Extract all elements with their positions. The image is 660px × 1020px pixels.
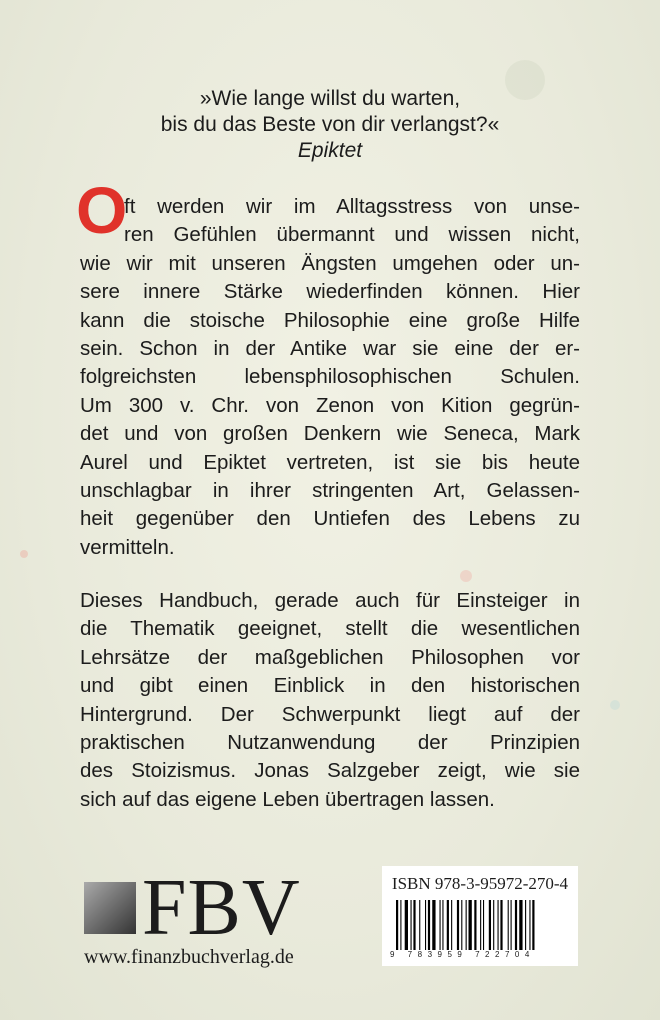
text-line: und gibt einen Einblick in den historischen [80,674,580,698]
barcode-bar [519,900,522,950]
text-line: ft werden wir im Alltagsstress von unse- [124,195,580,218]
text-line: vermitteln. [80,535,175,559]
barcode-digits: 9 783959 722704 [390,950,535,959]
barcode-bar [461,900,462,950]
text-line: Dieses Handbuch, gerade auch für Einsteiger in [80,589,580,612]
quote-line: bis du das Beste von dir verlangst?« [160,113,500,136]
epigraph [0,86,660,164]
barcode-bar [483,900,484,950]
text-line: sere innere Stärke wiederfinden können. Hier [80,280,580,304]
text-line: praktischen Nutzanwendung der Prinzipien [80,730,580,754]
logo-text: FBV [142,864,301,952]
barcode-bar [396,900,398,950]
barcode-bar [428,900,430,950]
barcode-bars [396,900,566,950]
barcode-bar [489,900,491,950]
barcode-bar [457,900,459,950]
barcode-bar [529,900,530,950]
text-line: des Stoizismus. Jonas Salzgeber zeigt, wie sie [80,759,580,783]
description-paragraph-2 [80,587,580,814]
quote-line: »Wie lange willst du warten, [199,87,461,110]
barcode-bar [425,900,426,950]
isbn-text: ISBN 978-3-95972-270-4 [391,874,569,893]
publisher-logo [84,864,301,952]
barcode-bar [500,900,502,950]
text-line: wie wir mit unseren Ängsten umgehen oder un- [80,251,580,275]
barcode-bar [480,900,481,950]
stairs-logo-icon [84,882,136,934]
text-line: die Thematik geeignet, stellt die wesentlichen [80,617,580,641]
barcode-bar [419,900,420,950]
barcode-bar [474,900,476,950]
text-line: kann die stoische Philosophie eine große Hilfe [80,308,580,332]
barcode-bar [405,900,408,950]
barcode-bar [498,900,499,950]
barcode-bar [400,900,401,950]
text-line: ren Gefühlen übermannt und wissen nicht, [124,223,580,247]
text-line: Lehrsätze der maßgeblichen Philosophen vor [80,645,580,669]
isbn-barcode [382,866,578,966]
barcode-bar [432,900,435,950]
publisher-url[interactable]: www.finanzbuchverlag.de [84,946,294,968]
barcode-bar [411,900,412,950]
text-line: heit gegenüber den Untiefen des Lebens zu [80,507,580,531]
barcode-bar [511,900,512,950]
barcode-bar [442,900,443,950]
barcode-bar [508,900,509,950]
barcode-bar [525,900,526,950]
text-line: Um 300 v. Chr. von Zenon von Kition gegrün- [80,393,580,417]
barcode-bar [469,900,472,950]
drop-cap: O [76,173,128,247]
barcode-bar [413,900,415,950]
barcode-bar [532,900,534,950]
barcode-bar [466,900,467,950]
text-line: folgreichsten lebensphilosophischen Schulen. [80,365,580,389]
text-line: Hintergrund. Der Schwerpunkt liegt auf der [80,702,580,726]
barcode-bar [493,900,494,950]
text-line: det und von großen Denkern wie Seneca, Mark [80,422,580,446]
barcode-bar [451,900,452,950]
barcode-bar [515,900,517,950]
text-line: unschlagbar in ihrer stringenten Art, Gelassen- [80,478,580,502]
barcode-bar [447,900,449,950]
description-paragraph-1 [80,193,580,562]
text-line: Aurel und Epiktet vertreten, ist sie bis heute [80,450,580,474]
quote-author: Epiktet [297,139,363,162]
barcode-bar [440,900,441,950]
text-line: sich auf das eigene Leben übertragen lassen. [80,787,495,811]
text-line: sein. Schon in der Antike war sie eine der er- [80,336,580,360]
